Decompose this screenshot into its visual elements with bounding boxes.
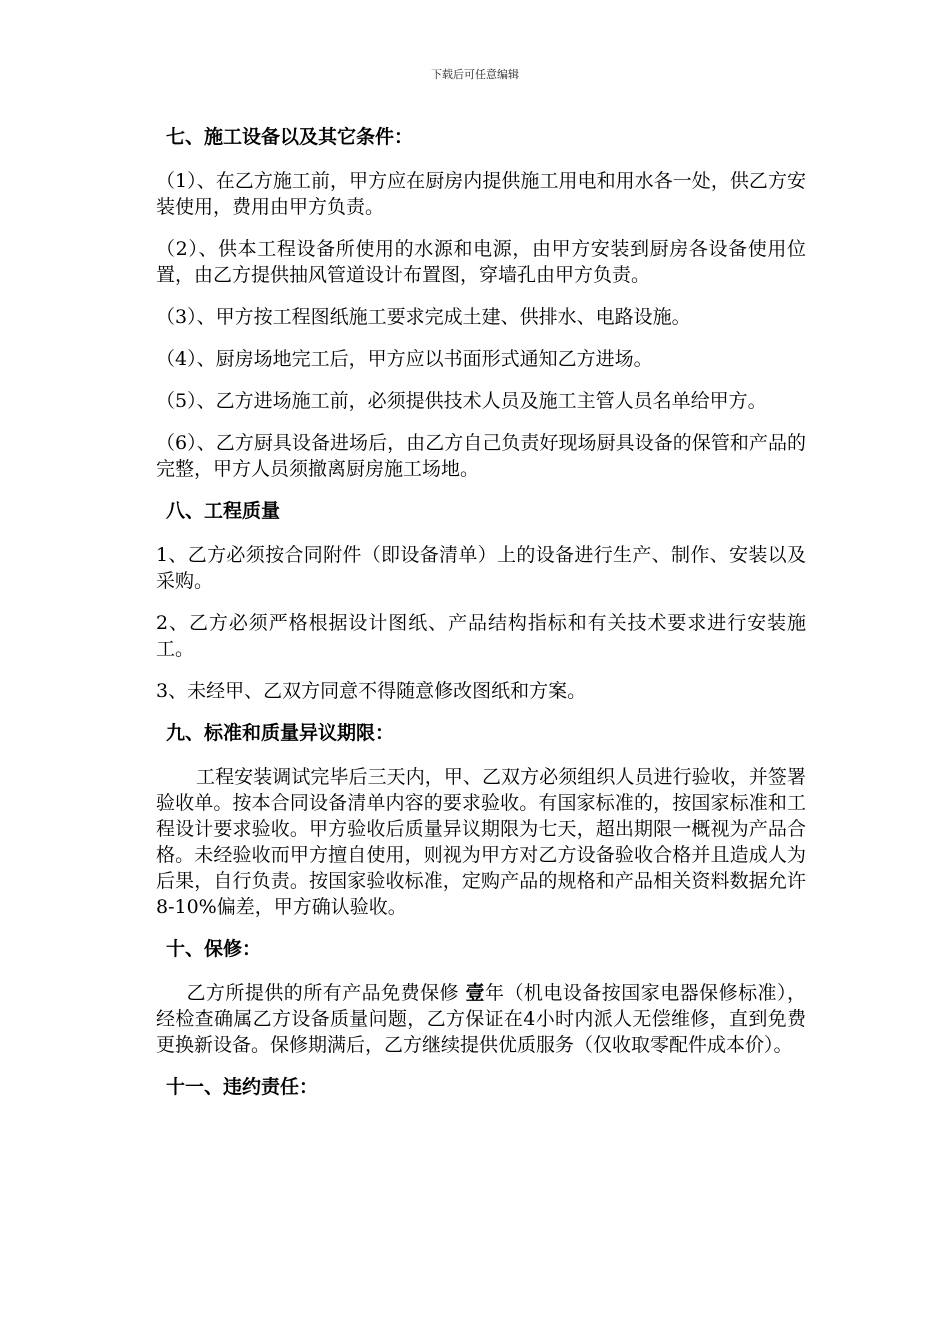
section-8-item-3: 3、未经甲、乙双方同意不得随意修改图纸和方案。 (156, 680, 587, 702)
section-7-item-1: （1）、在乙方施工前，甲方应在厨房内提供施工用电和用水各一处，供乙方安装使用，费用由甲方负责。 (156, 170, 806, 218)
section-10-text-before: 乙方所提供的所有产品免费保修 (186, 982, 466, 1004)
section-10-warranty-years: 壹 (465, 982, 485, 1004)
section-10-heading: 十、保修： (166, 938, 262, 960)
section-11-heading: 十一、违约责任： (166, 1076, 319, 1098)
section-7-item-5: （5）、乙方进场施工前，必须提供技术人员及施工主管人员名单给甲方。 (156, 390, 767, 412)
section-8-heading: 八、工程质量 (166, 500, 281, 522)
section-7-item-3: （3）、甲方按工程图纸施工要求完成土建、供排水、电路设施。 (156, 306, 691, 328)
section-9-heading: 九、标准和质量异议期限： (166, 722, 395, 744)
section-9-paragraph (156, 764, 806, 920)
section-7-item-6: （6）、乙方厨具设备进场后，由乙方自己负责好现场厨具设备的保管和产品的完整，甲方人员须撤离厨房施工场地。 (156, 432, 806, 480)
section-8-item-1: 1、乙方必须按合同附件（即设备清单）上的设备进行生产、制作、安装以及采购。 (156, 544, 806, 592)
document-body (156, 124, 806, 1118)
section-7-item-4: （4）、厨房场地完工后，甲方应以书面形式通知乙方进场。 (156, 348, 653, 370)
section-10-text-after: 年（机电设备按国家电器保修标准），经检查确属乙方设备质量问题，乙方保证在4小时内派人无偿维修，直到免费更换新设备。保修期满后，乙方继续提供优质服务（仅收取零配件成本价）。 (156, 982, 806, 1056)
section-10-paragraph (156, 980, 806, 1058)
page-header: 下载后可任意编辑 (431, 68, 519, 81)
section-9-text: 工程安装调试完毕后三天内，甲、乙双方必须组织人员进行验收，并签署验收单。按本合同设备清单内容的要求验收。有国家标准的，按国家标准和工程设计要求验收。甲方验收后质量异议期限为七天，超出期限一概视为产品合格。未经验收而甲方擅自使用，则视为甲方对乙方设备验收合格并且造成人为后果，自行负责。按国家验收标准，定购产品的规格和产品相关资料数据允许8-10%偏差，甲方确认验收。 (156, 766, 806, 918)
section-7-heading: 七、施工设备以及其它条件： (166, 126, 414, 148)
section-8-item-2: 2、乙方必须严格根据设计图纸、产品结构指标和有关技术要求进行安装施工。 (156, 612, 806, 660)
section-7-item-2: （2）、供本工程设备所使用的水源和电源，由甲方安装到厨房各设备使用位置，由乙方提供抽风管道设计布置图，穿墙孔由甲方负责。 (156, 238, 806, 286)
